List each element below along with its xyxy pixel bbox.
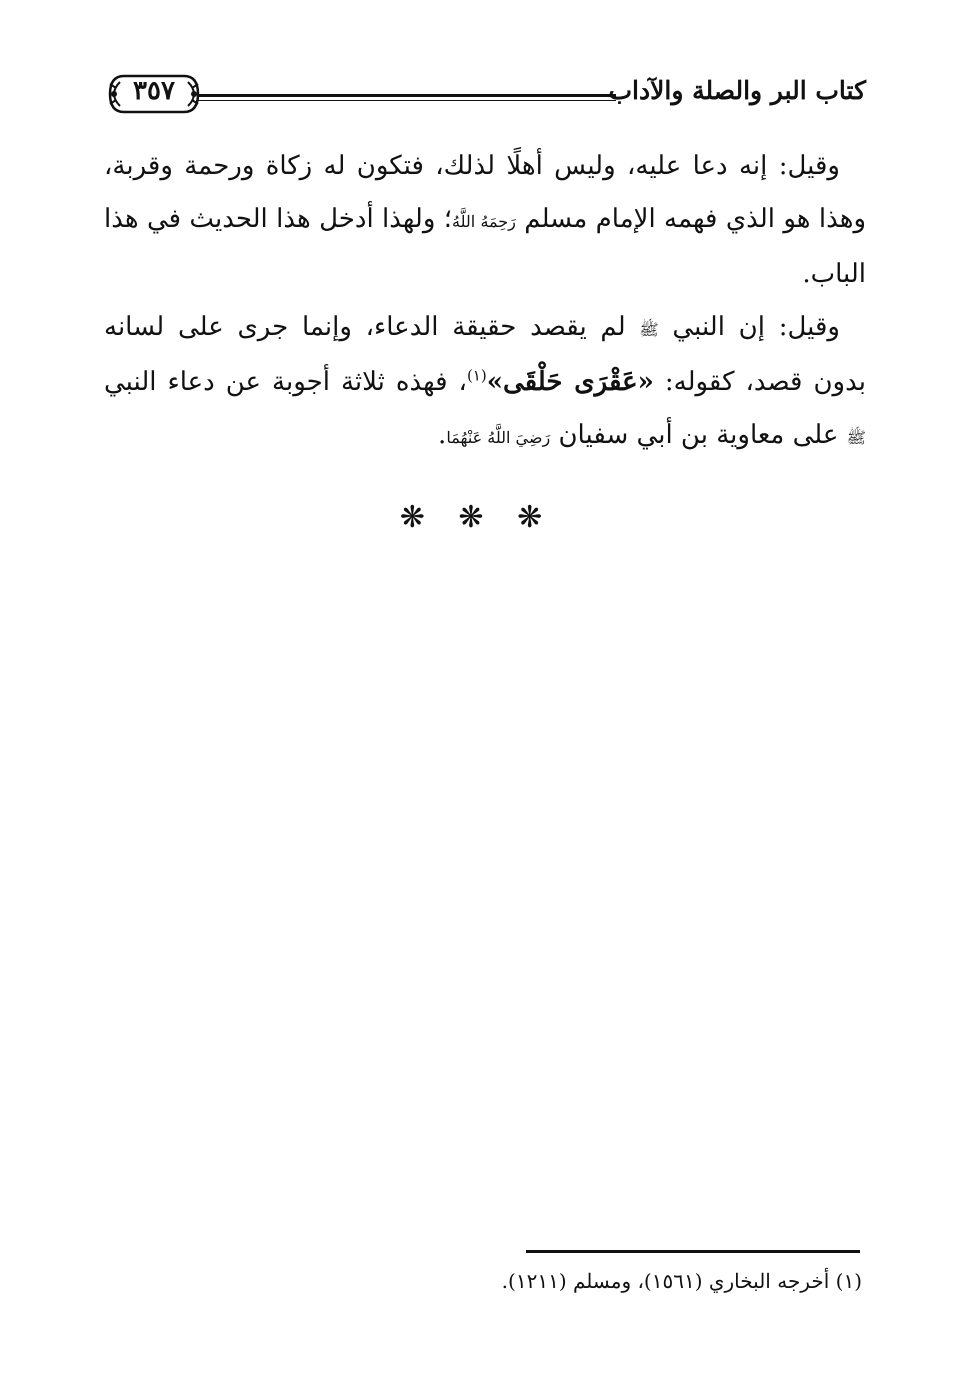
paragraph-2-text-c: ، فهذه ثلاثة أجوبة عن دعاء النبي (104, 367, 467, 397)
section-separator: ❋ ❋ ❋ (399, 500, 555, 535)
paragraph-1-text-b: ؛ ولهذا أدخل هذا الحديث في هذا الباب. (104, 204, 866, 289)
paragraph-2-text-a: وقيل: إن النبي (658, 312, 840, 342)
honorific-rahimahullah: رَحِمَهُ اللَّهُ (452, 212, 516, 231)
footnote-1: (١) أخرجه البخاري (١٥٦١)، ومسلم (١٢١١). (501, 1269, 862, 1293)
running-header-title: كتاب البر والصلة والآداب (608, 76, 866, 105)
paragraph-1 (104, 140, 866, 301)
honorific-salawat-2: ﷺ (846, 428, 866, 447)
paragraph-2 (104, 301, 866, 464)
paragraph-1-text-a: وقيل: إنه دعا عليه، وليس أهلًا لذلك، فتكون له زكاة ورحمة وقربة، وهذا هو الذي فهمه الإمام مسلم (104, 151, 866, 234)
page-number: ٣٥٧ (133, 76, 175, 106)
footnote-reference[interactable]: (١) (466, 366, 487, 385)
honorific-salawat-1: ﷺ (639, 320, 659, 339)
paragraph-2-text-d: على معاوية بن أبي سفيان (550, 420, 847, 450)
header-rule (198, 94, 616, 101)
honorific-radiallahu: رَضِيَ اللَّهُ عَنْهُمَا (446, 428, 551, 447)
footnote-rule (526, 1250, 860, 1253)
page-number-badge (106, 72, 202, 116)
body-text (104, 140, 866, 464)
paragraph-2-text-b: لم يقصد حقيقة الدعاء، وإنما جرى على لسانه بدون قصد، كقوله: (104, 312, 866, 397)
paragraph-2-text-e: . (438, 420, 447, 450)
hadith-quote: «عَقْرَى حَلْقَى» (486, 367, 654, 397)
